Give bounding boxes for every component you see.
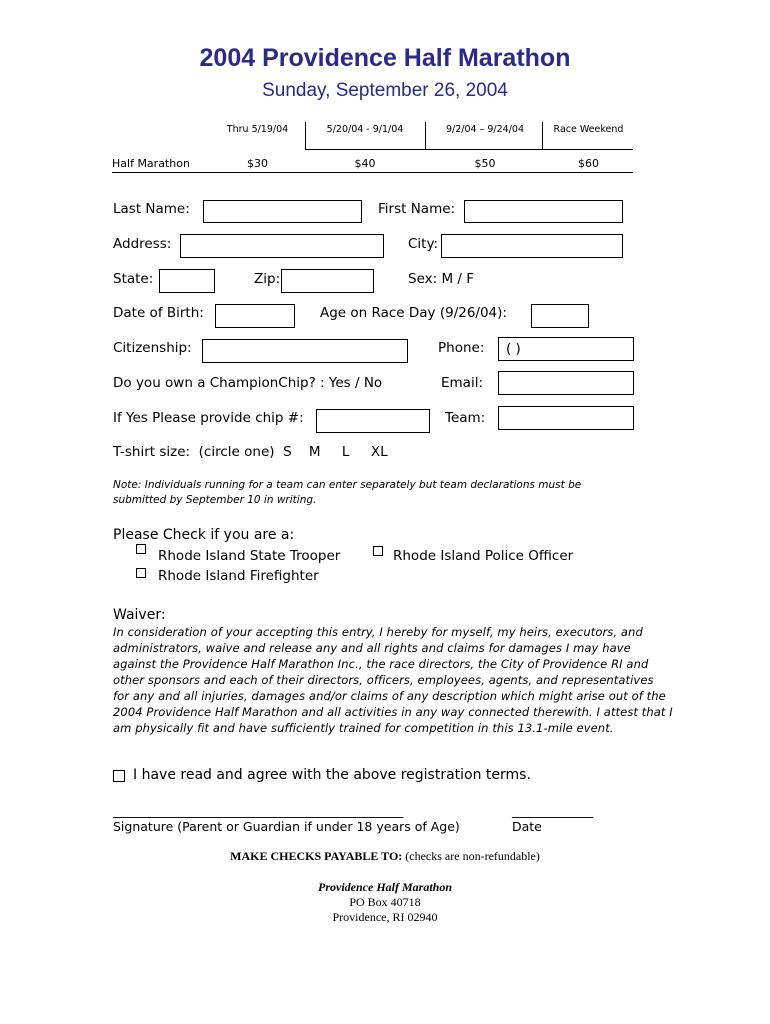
dob-label: Date of Birth: [113,305,204,321]
fee-divider [425,122,426,150]
fee-rule-bottom [112,172,633,173]
citizenship-field[interactable] [202,339,408,363]
payee-address-1: PO Box 40718 [349,895,421,909]
check-heading: Please Check if you are a: [113,527,295,543]
firefighter-label: Rhode Island Firefighter [158,568,319,584]
fee-price-1: $30 [247,157,268,170]
sex-label[interactable]: Sex: M / F [408,271,475,287]
trooper-checkbox[interactable] [136,544,146,554]
waiver-text: In consideration of your accepting this entry, I hereby for myself, my heirs, executors, and administrators, waive and release any and all rights and claims for damages I may have against the Providence Half Marathon Inc., the race directors, the City of Providence RI and other sponsors and each of their directors, officers, employees, agents, and representatives for any and all injuries, damages and/or claims of any description which might arise out of the 2004 Providence Half Marathon and all activities in any way connected therewith. I attest that I am physically fit and have sufficiently trained for competition in this 13.1-mile event. [113,625,673,735]
agree-checkbox[interactable] [113,770,125,782]
team-note: Note: Individuals running for a team can enter separately but team declarations must be submitted by September 10 in writing. [113,479,582,506]
age-label: Age on Race Day (9/26/04): [320,305,507,321]
police-officer-checkbox[interactable] [373,546,383,556]
date-label: Date [512,819,542,834]
payment-note: (checks are non-refundable) [405,849,540,863]
signature-label: Signature (Parent or Guardian if under 18 years of Age) [113,819,460,834]
payee-name: Providence Half Marathon [318,880,452,894]
date-line[interactable]: ____________ [512,803,593,819]
chip-number-field[interactable] [316,409,430,433]
police-officer-label: Rhode Island Police Officer [393,548,574,564]
page-title: 2004 Providence Half Marathon [199,44,571,72]
state-label: State: [113,271,154,287]
dob-field[interactable] [215,304,295,328]
fee-price-4: $60 [578,157,599,170]
waiver-heading: Waiver: [113,607,166,623]
payment-heading: MAKE CHECKS PAYABLE TO: [230,849,403,863]
event-date: Sunday, September 26, 2004 [262,80,508,101]
fee-period-3: 9/2/04 – 9/24/04 [446,124,524,135]
fee-price-2: $40 [354,157,376,170]
payee-address-2: Providence, RI 02940 [332,910,438,924]
phone-field[interactable] [498,337,634,361]
team-label: Team: [445,410,486,426]
last-name-label: Last Name: [113,201,190,217]
fee-row-label: Half Marathon [112,157,190,170]
fee-divider [305,122,306,150]
city-label: City: [408,236,439,252]
last-name-field[interactable] [203,200,362,223]
email-field[interactable] [498,371,634,395]
email-label: Email: [441,375,484,391]
trooper-label: Rhode Island State Trooper [158,548,341,564]
fee-divider [542,122,543,150]
signature-line[interactable]: ___________________________________________ [113,803,404,819]
address-label: Address: [113,236,172,252]
first-name-label: First Name: [378,201,456,217]
championchip-label[interactable]: Do you own a ChampionChip? : Yes / No [113,375,383,391]
tshirt-size-label[interactable]: T-shirt size: (circle one) S M L XL [113,444,388,460]
phone-label: Phone: [438,340,485,356]
citizenship-label: Citizenship: [113,340,192,356]
team-field[interactable] [498,406,634,430]
age-field[interactable] [531,304,589,328]
fee-period-2: 5/20/04 - 9/1/04 [326,124,404,135]
zip-field[interactable] [281,269,374,293]
phone-area-code: ( ) [506,341,521,357]
fee-rule-top [305,149,633,150]
payment-heading-row [0,849,770,864]
firefighter-checkbox[interactable] [136,568,146,578]
fee-period-4: Race Weekend [553,124,624,135]
first-name-field[interactable] [464,200,623,223]
zip-label: Zip: [254,271,281,287]
agree-label: I have read and agree with the above registration terms. [133,767,531,783]
fee-price-3: $50 [474,157,496,170]
chip-number-label: If Yes Please provide chip #: [113,410,304,426]
fee-period-1: Thru 5/19/04 [226,124,289,135]
fee-table [112,120,635,176]
address-field[interactable] [180,234,384,258]
city-field[interactable] [441,234,623,258]
state-field[interactable] [159,269,215,293]
